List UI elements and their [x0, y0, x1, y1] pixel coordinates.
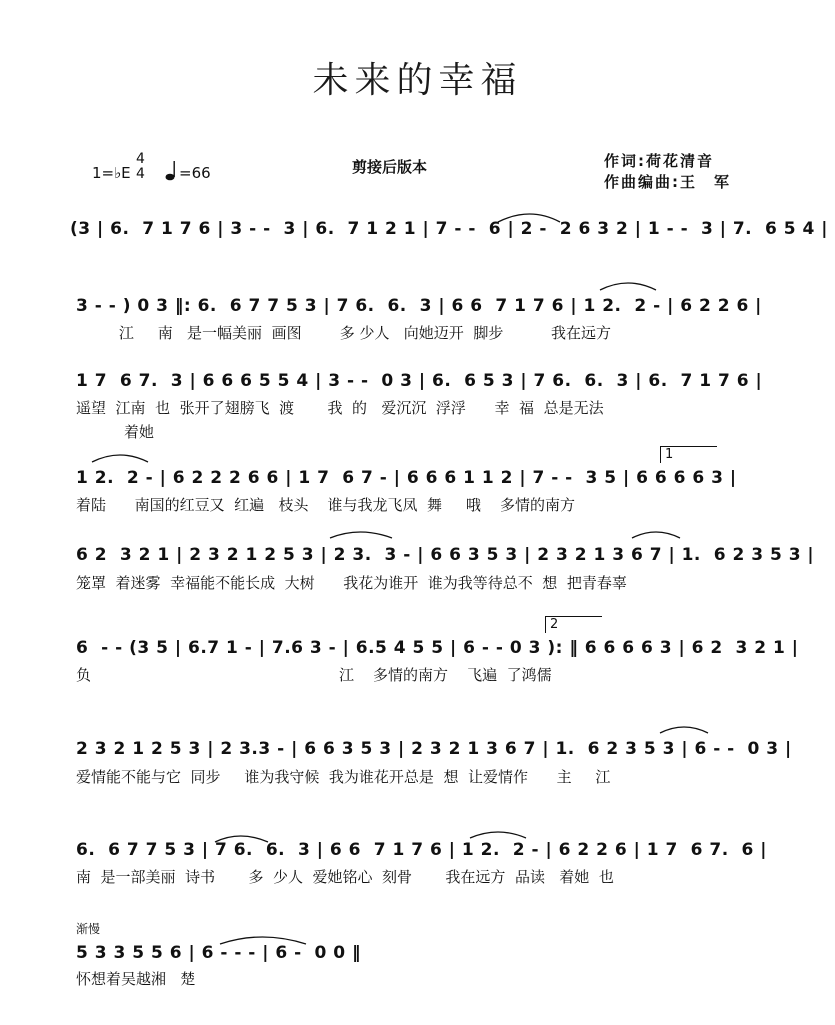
page-title: 未来的幸福: [312, 60, 523, 101]
tie-arc: [660, 727, 708, 733]
lyrics-system-3: 遥望 江南 也 张开了翅膀飞 渡 我 的 爱沉沉 浮浮 幸 福 总是无法: [76, 399, 604, 417]
lyrics-system-4: 着陆 南国的红豆又 红遍 枝头 谁与我龙飞凤 舞 哦 多情的南方: [76, 496, 575, 514]
lyrics-system-2: 江 南 是一幅美丽 画图 多 少人 向她迈开 脚步 我在远方: [76, 324, 612, 342]
notation-system-6: 6 - - (3 5 | 6.7 1 - | 7.6 3 - | 6.5 4 5 5 | 6 - - 0 3 ): ‖ 6 6 6 6 3 | 6 2 3 2 1 |: [76, 638, 799, 658]
lyrics-system-6: 负 江 多情的南方 飞遍 了鸿儒: [76, 666, 552, 684]
volta-1-number: 1: [665, 447, 674, 462]
lyricist-credit: 作词:荷花清音: [604, 152, 714, 170]
tempo-value: =66: [179, 164, 211, 182]
lyrics-system-3-extra: 着她: [124, 423, 155, 441]
notation-system-1: (3 | 6. 7 1 7 6 | 3 - - 3 | 6. 7 1 2 1 | 7 - - 6 | 2 - 2 6 3 2 | 1 - - 3 | 7. 6 5 4 |: [70, 219, 828, 239]
lyrics-system-9: 怀想着吴越湘 楚: [76, 970, 196, 988]
time-signature-bottom: 4: [136, 166, 145, 182]
tie-arc: [600, 283, 656, 290]
lyrics-system-8: 南 是一部美丽 诗书 多 少人 爱她铭心 刻骨 我在远方 品读 着她 也: [76, 868, 614, 886]
notation-system-3: 1 7 6 7. 3 | 6 6 6 5 5 4 | 3 - - 0 3 | 6. 6 5 3 | 7 6. 6. 3 | 6. 7 1 7 6 |: [76, 371, 763, 391]
key-signature: 1=♭E: [92, 164, 131, 182]
tie-arc: [330, 532, 392, 538]
notation-system-5: 6 2 3 2 1 | 2 3 2 1 2 5 3 | 2 3. 3 - | 6 6 3 5 3 | 2 3 2 1 3 6 7 | 1. 6 2 3 5 3 |: [76, 545, 815, 565]
tie-arc: [215, 836, 268, 842]
tie-arc: [92, 455, 148, 462]
tie-arc: [220, 937, 306, 944]
version-label: 剪接后版本: [352, 158, 428, 176]
volta-2-number: 2: [550, 617, 559, 632]
tie-arc: [632, 532, 680, 538]
tie-arc: [498, 214, 560, 222]
tie-arc: [470, 832, 526, 838]
lyrics-system-7: 爱情能不能与它 同步 谁为我守候 我为谁花开总是 想 让爱情作 主 江: [76, 768, 611, 786]
notation-system-9: 5 3 3 5 5 6 | 6 - - - | 6 - 0 0 ‖: [76, 943, 362, 963]
composer-credit: 作曲编曲:王 军: [604, 173, 731, 191]
notation-system-8: 6. 6 7 7 5 3 | 7 6. 6. 3 | 6 6 7 1 7 6 | 1 2. 2 - | 6 2 2 6 | 1 7 6 7. 6 |: [76, 840, 767, 860]
time-signature-top: 4: [136, 151, 145, 167]
notation-system-2: 3 - - ) 0 3 ‖: 6. 6 7 7 5 3 | 7 6. 6. 3 | 6 6 7 1 7 6 | 1 2. 2 - | 6 2 2 6 |: [76, 296, 762, 316]
notation-system-4: 1 2. 2 - | 6 2 2 2 6 6 | 1 7 6 7 - | 6 6 6 1 1 2 | 7 - - 3 5 | 6 6 6 6 3 |: [76, 468, 737, 488]
ritardando-mark: 渐慢: [76, 922, 101, 936]
notation-system-7: 2 3 2 1 2 5 3 | 2 3.3 - | 6 6 3 5 3 | 2 3 2 1 3 6 7 | 1. 6 2 3 5 3 | 6 - - 0 3 |: [76, 739, 792, 759]
lyrics-system-5: 笼罩 着迷雾 幸福能不能长成 大树 我花为谁开 谁为我等待总不 想 把青春辜: [76, 574, 627, 592]
